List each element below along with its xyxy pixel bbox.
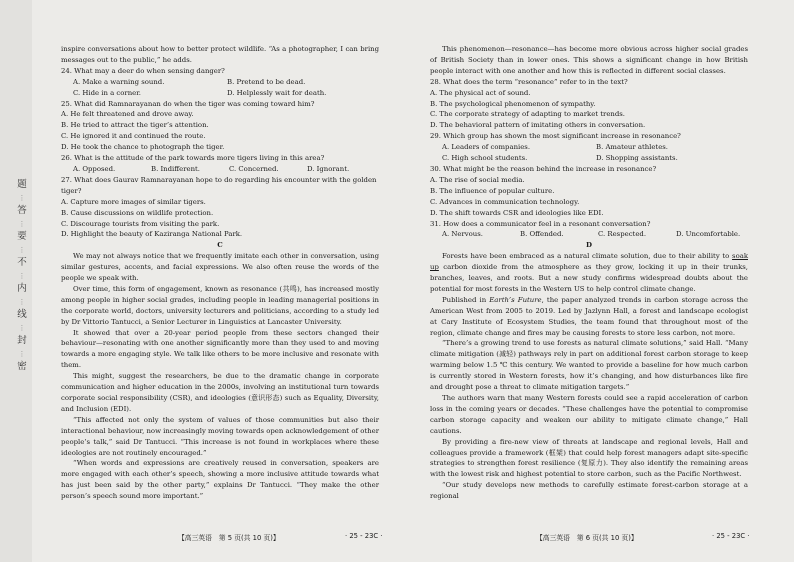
page-code-left: · 25 - 23C ·	[345, 532, 383, 540]
paragraph: “Our study develops new methods to carefully estimate forest-carbon storage at a regional	[430, 481, 748, 501]
question-29-options	[442, 142, 748, 153]
paragraph: “There’s a growing trend to use forests as natural climate solutions,” said Hall. “Many climate mitigation (减轻) pathways rely in part on additional forest carbon storage to keep warming below 1.5 ℃ this century. We wanted to provide a baseline for how much carbon is currently stored in Western forests, how it’s changing, and how disturbances like fire and drought pose a threat to climate mitigation targets.”	[430, 339, 748, 392]
seal-char: 题	[17, 179, 27, 190]
option: D. The behavioral pattern of imitating others in conversation.	[430, 121, 646, 130]
option: C. Discourage tourists from visiting the park.	[61, 219, 220, 228]
paragraph: “This affected not only the system of values of those communities but also their interactional behaviour, now increasingly moving towards open acknowledgement of other people’s talk,” said Dr Tantucci. “This increase is not found in workplaces where these ideologies are not routinely encouraged.”	[61, 415, 379, 457]
question-31-options	[442, 229, 748, 240]
option: C. The corporate strategy of adapting to market trends.	[430, 110, 625, 119]
text-run: , the paper analyzed trends in carbon storage across the American West from 2005 to 2019. Led by Jazlynn Hall, a forest and landscape ecologist at Cary Institute of Ecosystem Studies, the team found that throughout most of the region, climate change and fires may be causing forests to store less carbon, not more.	[430, 295, 748, 337]
option: D. Ignorant.	[307, 164, 350, 173]
option: D. Uncomfortable.	[676, 230, 741, 239]
seal-char: 不	[17, 257, 27, 268]
seal-char: 内	[17, 283, 27, 294]
paragraph: This might, suggest the researchers, be due to the dramatic change in corporate communication and higher education in the 2000s, involving an institutional turn towards corporate social responsibility (CSR), and ideologies (意识形态) such as Equality, Diversity, and Inclusion (EDI).	[61, 372, 379, 413]
option: A. The physical act of sound.	[430, 88, 531, 97]
underlined-phrase: soak up	[430, 252, 748, 272]
paragraph	[430, 251, 748, 295]
option: B. Indifferent.	[151, 164, 200, 173]
option: C. Concerned.	[229, 164, 279, 173]
section-heading-c: C	[217, 241, 223, 250]
option: D. The shift towards CSR and ideologies like EDI.	[430, 208, 604, 217]
question-25: 25. What did Ramnarayanan do when the tiger was coming toward him?	[61, 99, 315, 108]
passage-b-ending: inspire conversations about how to better protect wildlife. “As a photographer, I can bring messages out to the public,” he adds.	[61, 45, 379, 64]
option: A. The rise of social media.	[430, 175, 525, 184]
option: D. He took the chance to photograph the tiger.	[61, 143, 225, 152]
paragraph: It showed that over a 20-year period people from these sectors changed their behaviour—resonating with one another significantly more than they used to and moving towards a more engaging style. We talk like others to be more inclusive and resonate with them.	[61, 328, 379, 370]
question-26: 26. What is the attitude of the park towards more tigers living in this area?	[61, 154, 325, 163]
question-26-options	[73, 164, 379, 175]
question-27: 27. What does Gaurav Ramnarayanan hope to do regarding his encounter with the golden tiger?	[61, 175, 377, 195]
option: C. Respected.	[598, 230, 647, 239]
question-30: 30. What might be the reason behind the increase in resonance?	[430, 164, 657, 173]
question-24: 24. What may a deer do when sensing danger?	[61, 66, 225, 75]
seal-char: 答	[17, 205, 27, 216]
option: B. Pretend to be dead.	[227, 77, 306, 86]
paragraph	[430, 295, 748, 339]
option: C. Advances in communication technology.	[430, 197, 580, 206]
option: B. Amateur athletes.	[596, 143, 669, 152]
page-footer-left: 【高三英语 第 5 页(共 10 页)】	[178, 534, 280, 542]
right-page-column	[430, 44, 748, 502]
option: C. He ignored it and continued the route.	[61, 132, 206, 141]
text-run: Forests have been embraced as a natural climate solution, due to their ability to	[442, 252, 733, 261]
option: B. The influence of popular culture.	[430, 186, 555, 195]
question-29: 29. Which group has shown the most significant increase in resonance?	[430, 132, 681, 141]
option: A. Capture more images of similar tigers.	[61, 197, 206, 206]
page-footer-right: 【高三英语 第 6 页(共 10 页)】	[536, 534, 638, 542]
question-31: 31. How does a communicator feel in a resonant conversation?	[430, 219, 651, 228]
option: B. He tried to attract the tiger’s attention.	[61, 121, 209, 130]
seal-line-notice: 题 ⋮ 答 ⋮ 要 ⋮ 不 ⋮ 内 ⋮ 线 ⋮ 封 ⋮ 密	[16, 180, 28, 375]
option: D. Shopping assistants.	[596, 154, 678, 163]
paragraph: This phenomenon—resonance—has become more obvious across higher social grades of British Society than in lower ones. This shows a significant change in how British people interact with one another and how this is reflected in different social classes.	[430, 45, 748, 75]
seal-char: 封	[17, 335, 27, 346]
option: B. Cause discussions on wildlife protection.	[61, 208, 214, 217]
option: D. Highlight the beauty of Kaziranga National Park.	[61, 230, 243, 239]
left-page-column	[61, 44, 379, 502]
option: A. He felt threatened and drove away.	[61, 110, 194, 119]
option: A. Nervous.	[442, 230, 483, 239]
option: C. Hide in a corner.	[73, 88, 141, 97]
paragraph: By providing a fire-new view of threats at landscape and regional levels, Hall and colleagues provide a framework (框架) that could help forest managers adapt site-specific strategies to strengthen forest resilience (复原力). They also identify the remaining areas with the lowest risk and highest potential to store carbon, such as the Pacific Northwest.	[430, 437, 748, 479]
question-24-options	[73, 88, 379, 99]
option: B. Offended.	[520, 230, 564, 239]
option: A. Opposed.	[73, 164, 116, 173]
option: C. High school students.	[442, 154, 528, 163]
option: A. Leaders of companies.	[442, 143, 531, 152]
paragraph: We may not always notice that we frequently imitate each other in conversation, using similar gestures, accents, and facial expressions. We also often reuse the words of the people we speak with.	[61, 252, 379, 283]
paragraph: “When words and expressions are creatively reused in conversation, speakers are more engaged with each other’s speech, showing a more inclusive attitude towards what has just been said by the other party,” explains Dr Tantucci. “They make the other person’s speech sound more important.”	[61, 459, 379, 501]
paragraph: Over time, this form of engagement, known as resonance (共鸣), has increased mostly among people in higher social grades, including people in leading managerial positions in the corporate world, doctors, university lecturers and politicians, according to a study led by Dr Vittorio Tantucci, a Senior Lecturer in Linguistics at Lancaster University.	[61, 284, 379, 326]
question-29-options	[442, 153, 748, 164]
page-code-right: · 25 - 23C ·	[712, 532, 750, 540]
option: A. Make a warning sound.	[73, 77, 165, 86]
option: B. The psychological phenomenon of sympathy.	[430, 99, 596, 108]
seal-char: 线	[17, 309, 27, 320]
paragraph: The authors warn that many Western forests could see a rapid acceleration of carbon loss in the coming years or decades. “These challenges have the potential to compromise carbon storage capacity and weaken our ability to mitigate climate change,” Hall cautions.	[430, 394, 748, 435]
text-run: carbon dioxide from the atmosphere as they grow, locking it up in their trunks, branches, leaves, and roots. But a new study confirms widespread doubts about the potential for most forests in the Western US to help control climate change.	[430, 263, 748, 293]
question-24-options	[73, 77, 379, 88]
option: D. Helplessly wait for death.	[227, 88, 327, 97]
seal-char: 要	[17, 231, 27, 242]
journal-title: Earth’s Future	[489, 295, 542, 304]
section-heading-d: D	[586, 241, 592, 250]
text-run: Published in	[442, 295, 490, 304]
question-28: 28. What does the term “resonance” refer to in the text?	[430, 77, 628, 86]
seal-char: 密	[17, 361, 27, 372]
